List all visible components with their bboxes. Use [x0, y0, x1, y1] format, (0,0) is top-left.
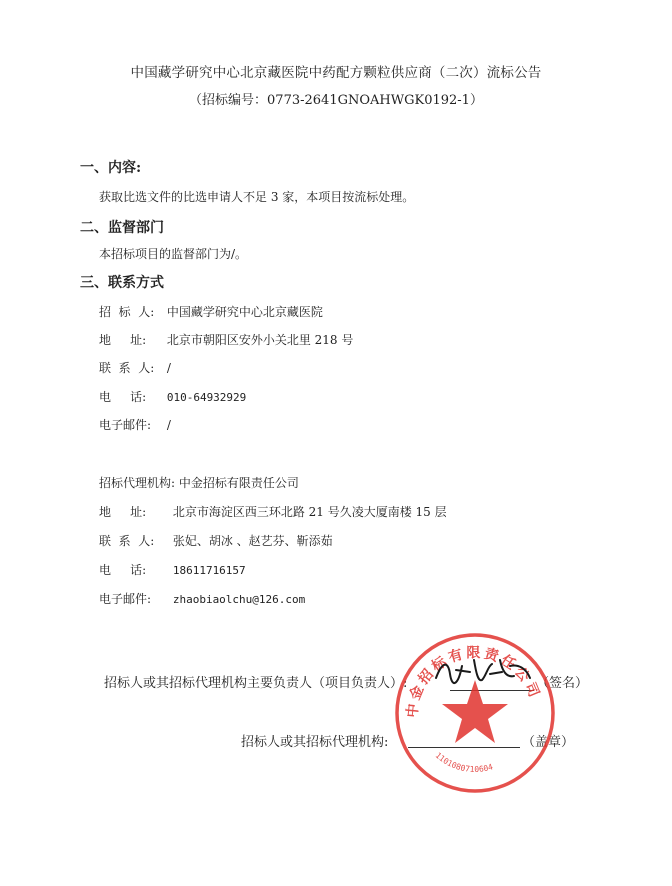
agency-name: 中金招标有限责任公司	[178, 476, 299, 490]
signoff-responsible-label: 招标人或其招标代理机构主要负责人（项目负责人）:	[104, 676, 408, 691]
signoff-sign-suffix: （签名）	[536, 676, 589, 691]
agency-address: 北京市海淀区西三环北路 21 号久凌大厦南楼 15 层	[172, 505, 447, 519]
tenderer-address-row	[99, 331, 353, 348]
tenderer-name: 中国藏学研究中心北京藏医院	[166, 305, 323, 319]
signoff-agency-label: 招标人或其招标代理机构:	[241, 735, 389, 750]
signoff-seal-suffix: （盖章）	[522, 735, 575, 750]
tenderer-email: /	[166, 418, 171, 432]
agency-email-label: 电子邮件:	[99, 592, 152, 606]
seal-number: 1101080710604	[433, 750, 495, 775]
tenderer-email-row	[99, 416, 171, 433]
agency-contact-label: 联 系 人:	[99, 534, 155, 548]
agency-name-label: 招标代理机构:	[99, 476, 176, 490]
section-2-text: 本招标项目的监督部门为/。	[99, 247, 248, 261]
section-1-heading: 一、内容:	[80, 160, 142, 176]
agency-name-row	[99, 474, 299, 491]
tenderer-address: 北京市朝阳区安外小关北里 218 号	[166, 333, 354, 347]
tenderer-phone: 010-64932929	[166, 391, 247, 404]
agency-email-row	[99, 590, 305, 607]
tenderer-address-label: 地 址:	[99, 333, 147, 347]
agency-contact-row	[99, 532, 333, 549]
tenderer-contact-label: 联 系 人:	[99, 361, 155, 375]
tenderer-name-label: 招 标 人:	[99, 305, 155, 319]
agency-phone-label: 电 话:	[99, 563, 147, 577]
svg-text:1101080710604	[434, 751, 495, 774]
section-3-heading: 三、联系方式	[80, 275, 164, 291]
agency-address-label: 地 址:	[99, 505, 147, 519]
seal-text: 中金招标有限责任公司	[404, 645, 543, 719]
tenderer-name-row	[99, 303, 323, 320]
tenderer-contact: /	[166, 361, 171, 375]
section-2-heading: 二、监督部门	[80, 220, 164, 236]
agency-address-row	[99, 503, 447, 520]
agency-phone: 18611716157	[172, 564, 246, 577]
tenderer-phone-label: 电 话:	[99, 390, 147, 404]
tenderer-phone-row	[99, 388, 246, 405]
tenderer-contact-row	[99, 359, 171, 376]
agency-phone-row	[99, 561, 246, 578]
agency-contact: 张妃、胡冰 、赵艺芬、靳添茹	[172, 534, 333, 548]
tender-number: （招标编号：0773-2641GNOAHWGK0192-1）	[189, 93, 483, 108]
handwritten-signature-icon	[430, 652, 540, 692]
section-1-text: 获取比选文件的比选申请人不足 3 家，本项目按流标处理。	[99, 190, 415, 204]
page-title: 中国藏学研究中心北京藏医院中药配方颗粒供应商（二次）流标公告	[130, 65, 542, 81]
tenderer-email-label: 电子邮件:	[99, 418, 152, 432]
agency-email: zhaobiaolchu@126.com	[172, 593, 306, 606]
